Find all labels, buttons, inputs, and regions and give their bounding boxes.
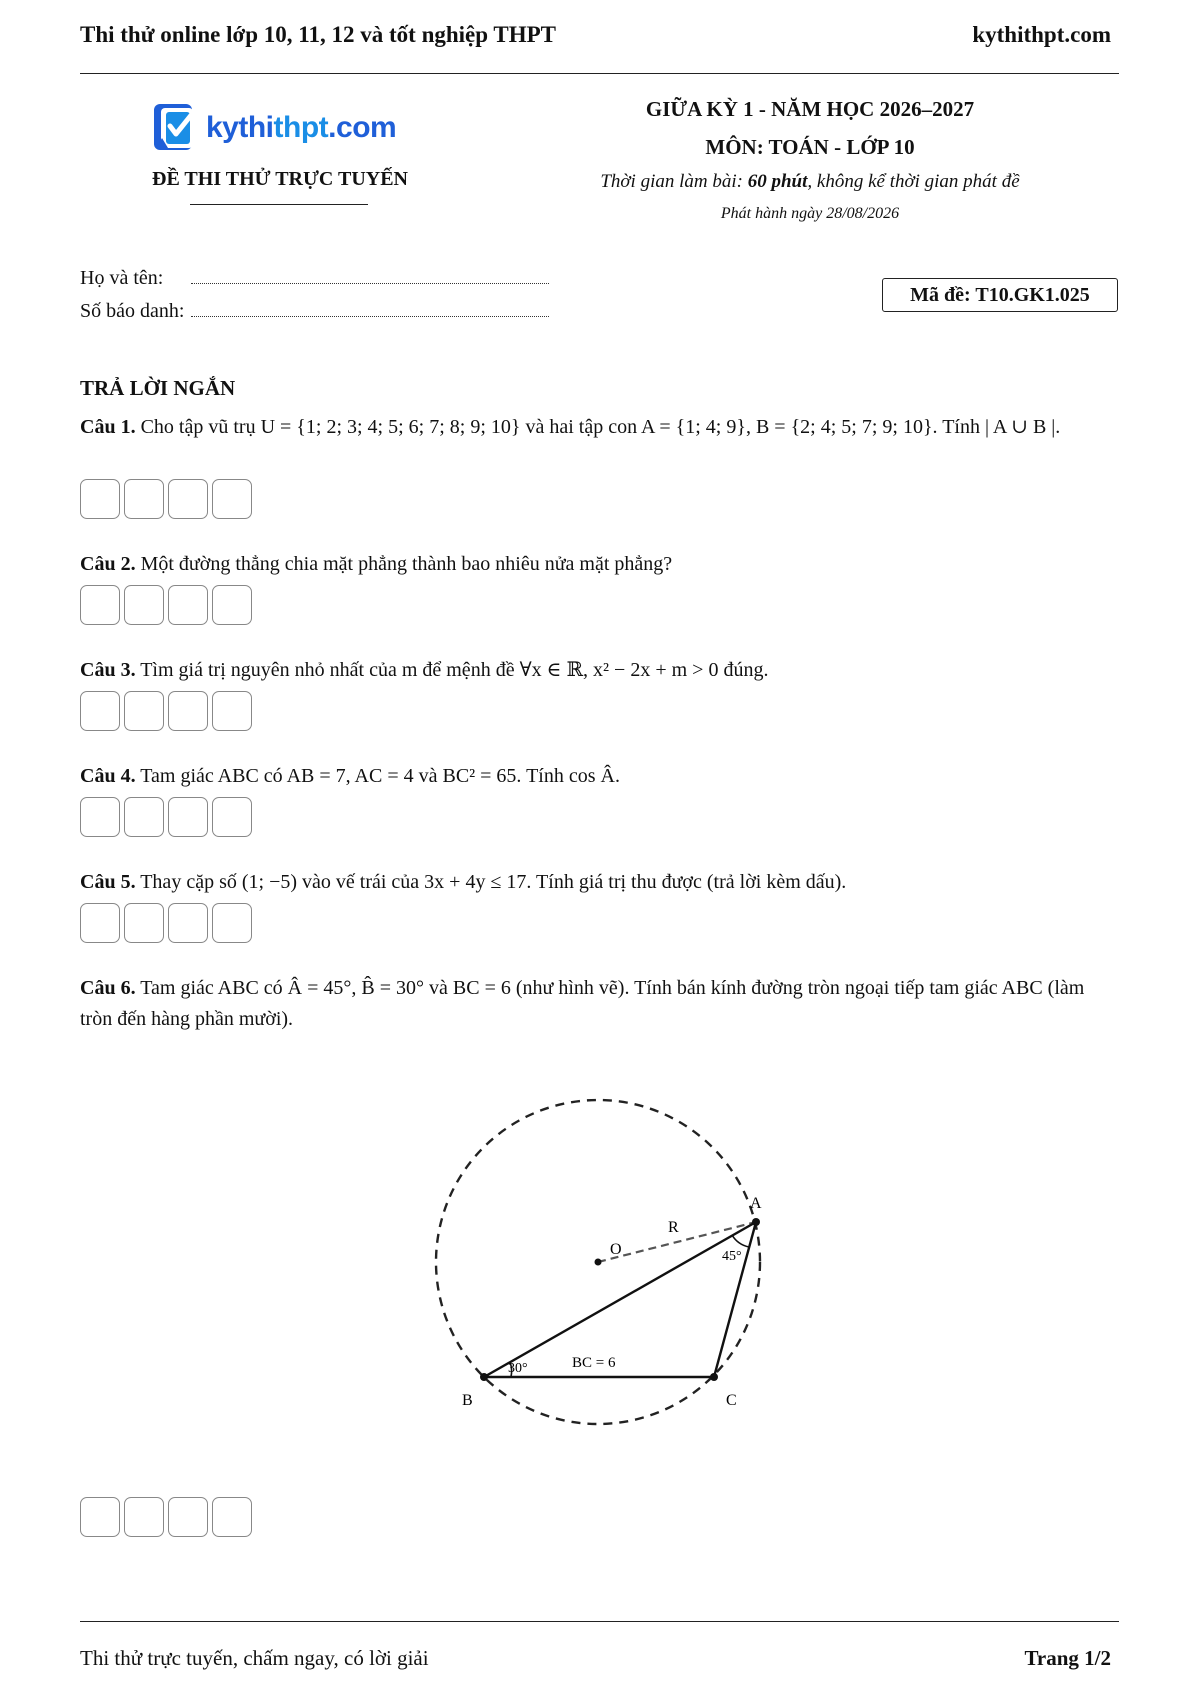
question-label: Câu 6. — [80, 977, 136, 999]
answer-box[interactable] — [212, 585, 252, 625]
angle-a-arc — [732, 1235, 749, 1247]
answer-box[interactable] — [212, 691, 252, 731]
exam-code-badge: Mã đề: T10.GK1.025 — [882, 278, 1118, 312]
footer-divider — [80, 1621, 1119, 1622]
point-a — [752, 1218, 760, 1226]
question-1 — [80, 412, 1120, 443]
exam-subject: MÔN: TOÁN - LỚP 10 — [705, 135, 915, 159]
answer-box[interactable] — [212, 479, 252, 519]
exam-title: GIỮA KỲ 1 - NĂM HỌC 2026–2027 — [645, 97, 975, 121]
answer-box[interactable] — [124, 1497, 164, 1537]
student-id-label: Số báo danh: — [80, 300, 185, 322]
question-text: Cho tập vũ trụ U = {1; 2; 3; 4; 5; 6; 7; 8; 9; 10} và hai tập con A = {1; 4; 9}, B = {2; 4; 5; 7; 9; 10}. Tính | A ∪ B |. — [140, 416, 1061, 438]
answer-box[interactable] — [168, 797, 208, 837]
label-o: O — [610, 1241, 622, 1258]
answer-box[interactable] — [80, 585, 120, 625]
answer-box[interactable] — [124, 797, 164, 837]
question-text: Tam giác ABC có Â = 45°, B̂ = 30° và BC = 6 (như hình vẽ). Tính bán kính đường tròn ngoại tiếp tam giác ABC (làm tròn đến hàng phần mười). — [80, 977, 1085, 1030]
label-side-bc: BC = 6 — [572, 1355, 616, 1371]
header-site-tagline: Thi thử online lớp 10, 11, 12 và tốt nghiệp THPT — [80, 22, 556, 47]
student-id-row — [80, 300, 549, 323]
answer-boxes-2 — [80, 585, 256, 625]
label-a: A — [750, 1195, 762, 1212]
label-angle-a: 45° — [722, 1249, 742, 1264]
exam-time — [560, 171, 1060, 193]
student-name-field[interactable] — [191, 269, 549, 284]
header-site-name: kythithpt.com — [972, 22, 1111, 47]
label-radius: R — [668, 1219, 679, 1236]
answer-box[interactable] — [80, 903, 120, 943]
question-3 — [80, 655, 1120, 686]
answer-box[interactable] — [212, 1497, 252, 1537]
question-text: Một đường thẳng chia mặt phẳng thành bao nhiêu nửa mặt phẳng? — [140, 553, 673, 575]
answer-box[interactable] — [124, 691, 164, 731]
section-title: TRẢ LỜI NGẮN — [80, 376, 236, 400]
logo-word-3: .com — [328, 111, 397, 144]
label-angle-b: 30° — [508, 1361, 528, 1376]
logo-word-1: kythi — [206, 111, 274, 144]
exam-time-prefix: Thời gian làm bài: — [600, 171, 748, 192]
exam-type-subtitle: ĐỀ THI THỬ TRỰC TUYẾN — [152, 168, 408, 190]
answer-boxes-3 — [80, 691, 256, 731]
question-label: Câu 5. — [80, 871, 136, 893]
answer-box[interactable] — [168, 585, 208, 625]
point-c — [710, 1373, 718, 1381]
label-b: B — [462, 1392, 473, 1409]
logo-wordmark — [206, 111, 396, 145]
exam-time-value: 60 phút — [747, 171, 808, 192]
question-2 — [80, 549, 1120, 580]
question-label: Câu 3. — [80, 659, 136, 681]
site-logo — [152, 100, 422, 156]
question-text: Tam giác ABC có AB = 7, AC = 4 và BC² = 65. Tính cos Â. — [140, 765, 620, 787]
answer-box[interactable] — [80, 1497, 120, 1537]
answer-box[interactable] — [212, 903, 252, 943]
question-text: Tìm giá trị nguyên nhỏ nhất của m để mệnh đề ∀x ∈ ℝ, x² − 2x + m > 0 đúng. — [140, 659, 769, 681]
question-4 — [80, 761, 1120, 792]
answer-box[interactable] — [80, 479, 120, 519]
exam-time-suffix: , không kể thời gian phát đề — [807, 171, 1020, 192]
question-text: Thay cặp số (1; −5) vào vế trái của 3x + 4y ≤ 17. Tính giá trị thu được (trả lời kèm dấu). — [140, 871, 847, 893]
answer-box[interactable] — [80, 797, 120, 837]
answer-box[interactable] — [80, 691, 120, 731]
answer-box[interactable] — [168, 1497, 208, 1537]
logo-word-2: thpt — [273, 111, 329, 144]
exam-release-date: Phát hành ngày 28/08/2026 — [720, 205, 900, 222]
triangle-circumcircle-figure — [420, 1090, 780, 1440]
header-divider — [80, 73, 1119, 74]
answer-box[interactable] — [124, 585, 164, 625]
question-label: Câu 1. — [80, 416, 136, 438]
point-o — [595, 1259, 602, 1266]
student-name-label: Họ và tên: — [80, 267, 164, 289]
logo-icon — [152, 102, 200, 154]
answer-boxes-6 — [80, 1497, 256, 1537]
answer-box[interactable] — [124, 479, 164, 519]
label-c: C — [726, 1392, 737, 1409]
student-id-field[interactable] — [191, 302, 549, 317]
page-number: Trang 1/2 — [1024, 1646, 1111, 1670]
student-name-row — [80, 267, 549, 290]
answer-box[interactable] — [212, 797, 252, 837]
subtitle-underline — [190, 204, 368, 205]
answer-box[interactable] — [168, 691, 208, 731]
question-label: Câu 4. — [80, 765, 136, 787]
answer-boxes-5 — [80, 903, 256, 943]
answer-box[interactable] — [168, 479, 208, 519]
answer-boxes-4 — [80, 797, 256, 837]
answer-boxes-1 — [80, 479, 256, 519]
footer-tagline: Thi thử trực tuyến, chấm ngay, có lời giải — [80, 1646, 429, 1670]
question-6 — [80, 973, 1120, 1035]
question-5 — [80, 867, 1120, 898]
point-b — [480, 1373, 488, 1381]
question-label: Câu 2. — [80, 553, 136, 575]
answer-box[interactable] — [168, 903, 208, 943]
answer-box[interactable] — [124, 903, 164, 943]
